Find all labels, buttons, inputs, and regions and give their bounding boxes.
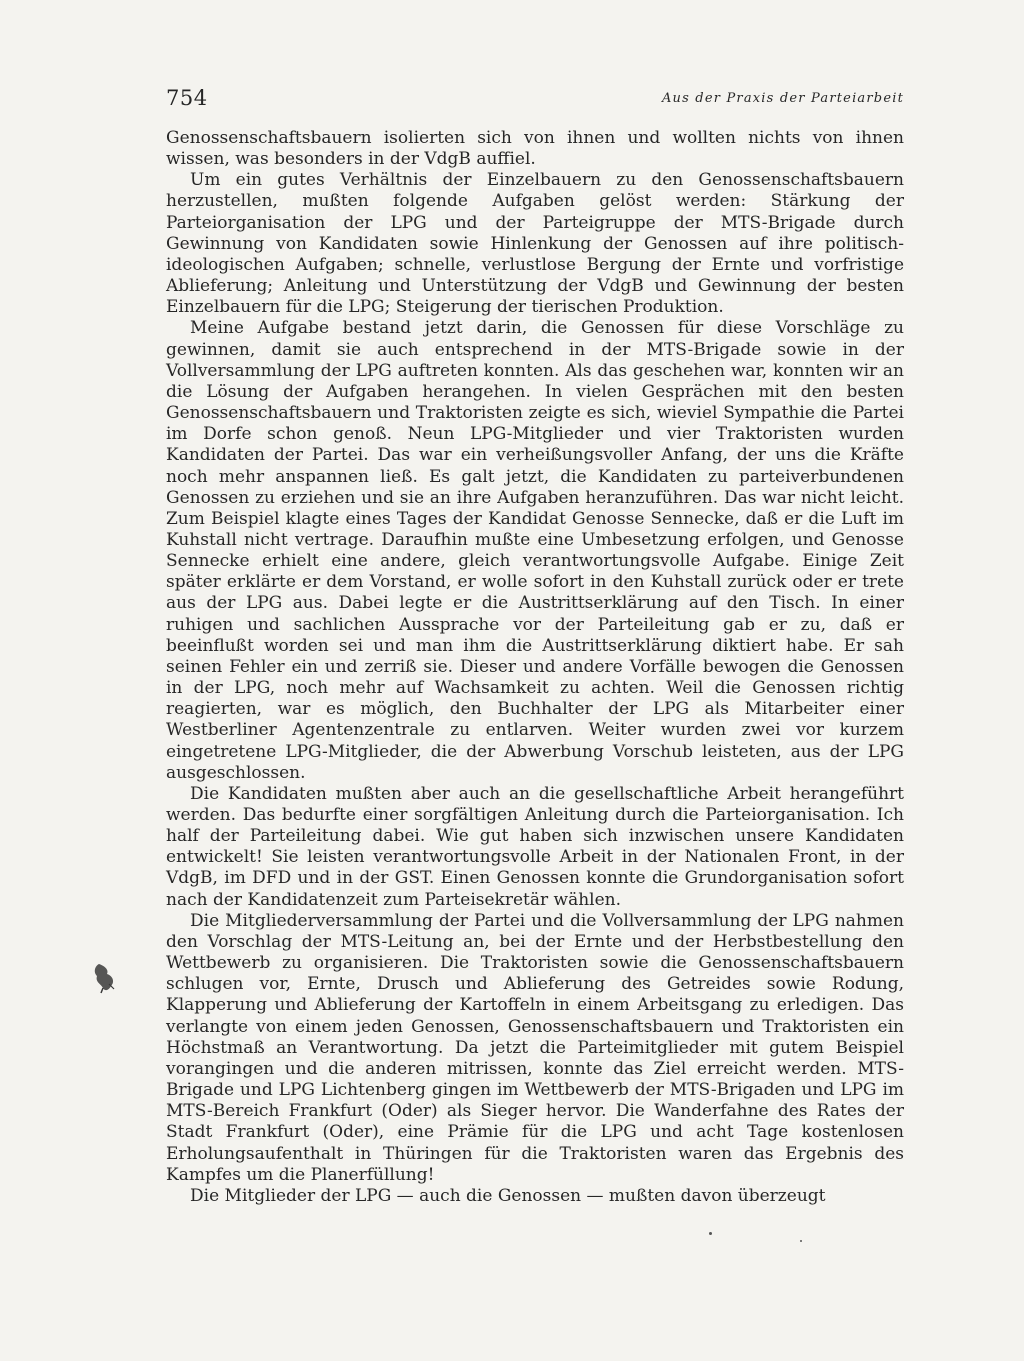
paragraph: Um ein gutes Verhältnis der Einzelbauern zu den Genossenschaftsbauern herzustellen, mußten folgende Aufgaben gelöst werden: Stärkung der Parteiorganisation der LPG und der Parteigruppe der MTS-Brigade durch Gewinnung von Kandidaten sowie Hinlenkung der Genossen auf ihre politisch-ideologischen Aufgaben; schnelle, verlustlose Bergung der Ernte und vorfristige Ablieferung; Anleitung und Unterstützung der VdgB und Gewinnung der besten Einzelbauern für die LPG; Steigerung der tierischen Produktion. (166, 170, 904, 318)
paper-speck (800, 1240, 802, 1242)
page-number: 754 (166, 86, 208, 110)
paragraph: Die Kandidaten mußten aber auch an die gesellschaftliche Arbeit herangeführt werden. Das bedurfte einer sorgfältigen Anleitung durch die Parteiorganisation. Ich half der Parteileitung dabei. Wie gut haben sich inzwischen unsere Kandidaten entwickelt! Sie leisten verantwortungsvolle Arbeit in der Nationalen Front, in der VdgB, im DFD und in der GST. Einen Genossen konnte die Grundorganisation sofort nach der Kandidatenzeit zum Parteisekretär wählen. (166, 783, 904, 910)
running-head: Aus der Praxis der Parteiarbeit (661, 91, 904, 106)
paragraph-trailing: Die Mitglieder der LPG — auch die Genossen — mußten davon überzeugt (190, 1185, 826, 1206)
body-text (166, 128, 904, 1207)
paragraph-continuation: Genossenschaftsbauern isolierten sich von ihnen und wollten nichts von ihnen wissen, was besonders in der VdgB auffiel. (166, 128, 904, 170)
ink-smudge-mark (91, 962, 117, 994)
paragraph: Die Mitgliederversammlung der Partei und die Vollversammlung der LPG nahmen den Vorschlag der MTS-Leitung an, bei der Ernte und der Herbstbestellung den Wettbewerb zu organisieren. Die Traktoristen sowie die Genossenschaftsbauern schlugen vor, Ernte, Drusch und Ablieferung des Getreides sowie Rodung, Klapperung und Ablieferung der Kartoffeln in einem Arbeitsgang zu erledigen. Das verlangte von einem jeden Genossen, Genossenschaftsbauern und Traktoristen ein Höchstmaß an Verantwortung. Da jetzt die Parteimitglieder mit gutem Beispiel vorangingen und die anderen mitrissen, konnte das Ziel erreicht werden. MTS-Brigade und LPG Lichtenberg gingen im Wettbewerb der MTS-Brigaden und LPG im MTS-Bereich Frankfurt (Oder) als Sieger hervor. Die Wanderfahne des Rates der Stadt Frankfurt (Oder), eine Prämie für die LPG und acht Tage kostenlosen Erholungsaufenthalt in Thüringen für die Traktoristen waren das Ergebnis des Kampfes um die Planerfüllung! (166, 910, 904, 1185)
paper-speck (709, 1232, 712, 1235)
page-header (166, 86, 904, 116)
paragraph: Meine Aufgabe bestand jetzt darin, die Genossen für diese Vorschläge zu gewinnen, damit sie auch entsprechend in der MTS-Brigade sowie in der Vollversammlung der LPG auftreten konnten. Als das geschehen war, konnten wir an die Lösung der Aufgaben herangehen. In vielen Gesprächen mit den besten Genossenschaftsbauern und Traktoristen zeigte es sich, wieviel Sympathie die Partei im Dorfe schon genoß. Neun LPG-Mitglieder und vier Traktoristen wurden Kandidaten der Partei. Das war ein verheißungsvoller Anfang, der uns die Kräfte noch mehr anspannen ließ. Es galt jetzt, die Kandidaten zu parteiverbundenen Genossen zu erziehen und sie an ihre Aufgaben heranzuführen. Das war nicht leicht. Zum Beispiel klagte eines Tages der Kandidat Genosse Sennecke, daß er die Luft im Kuhstall nicht vertrage. Daraufhin mußte eine Umbesetzung erfolgen, und Genosse Sennecke erhielt eine andere, gleich verantwortungsvolle Aufgabe. Einige Zeit später erklärte er dem Vorstand, er wolle sofort in den Kuhstall zurück oder er trete aus der LPG aus. Dabei legte er die Austrittserklärung auf den Tisch. In einer ruhigen und sachlichen Aussprache vor der Parteileitung gab er zu, daß er beeinflußt worden sei und man ihm die Austrittserklärung diktiert habe. Er sah seinen Fehler ein und zerriß sie. Dieser und andere Vorfälle bewogen die Genossen in der LPG, noch mehr auf Wachsamkeit zu achten. Weil die Genossen richtig reagierten, war es möglich, den Buchhalter der LPG als Mitarbeiter einer Westberliner Agentenzentrale zu entlarven. Weiter wurden zwei vor kurzem eingetretene LPG-Mitglieder, die der Abwerbung Vorschub leisteten, aus der LPG ausgeschlossen. (166, 318, 904, 783)
